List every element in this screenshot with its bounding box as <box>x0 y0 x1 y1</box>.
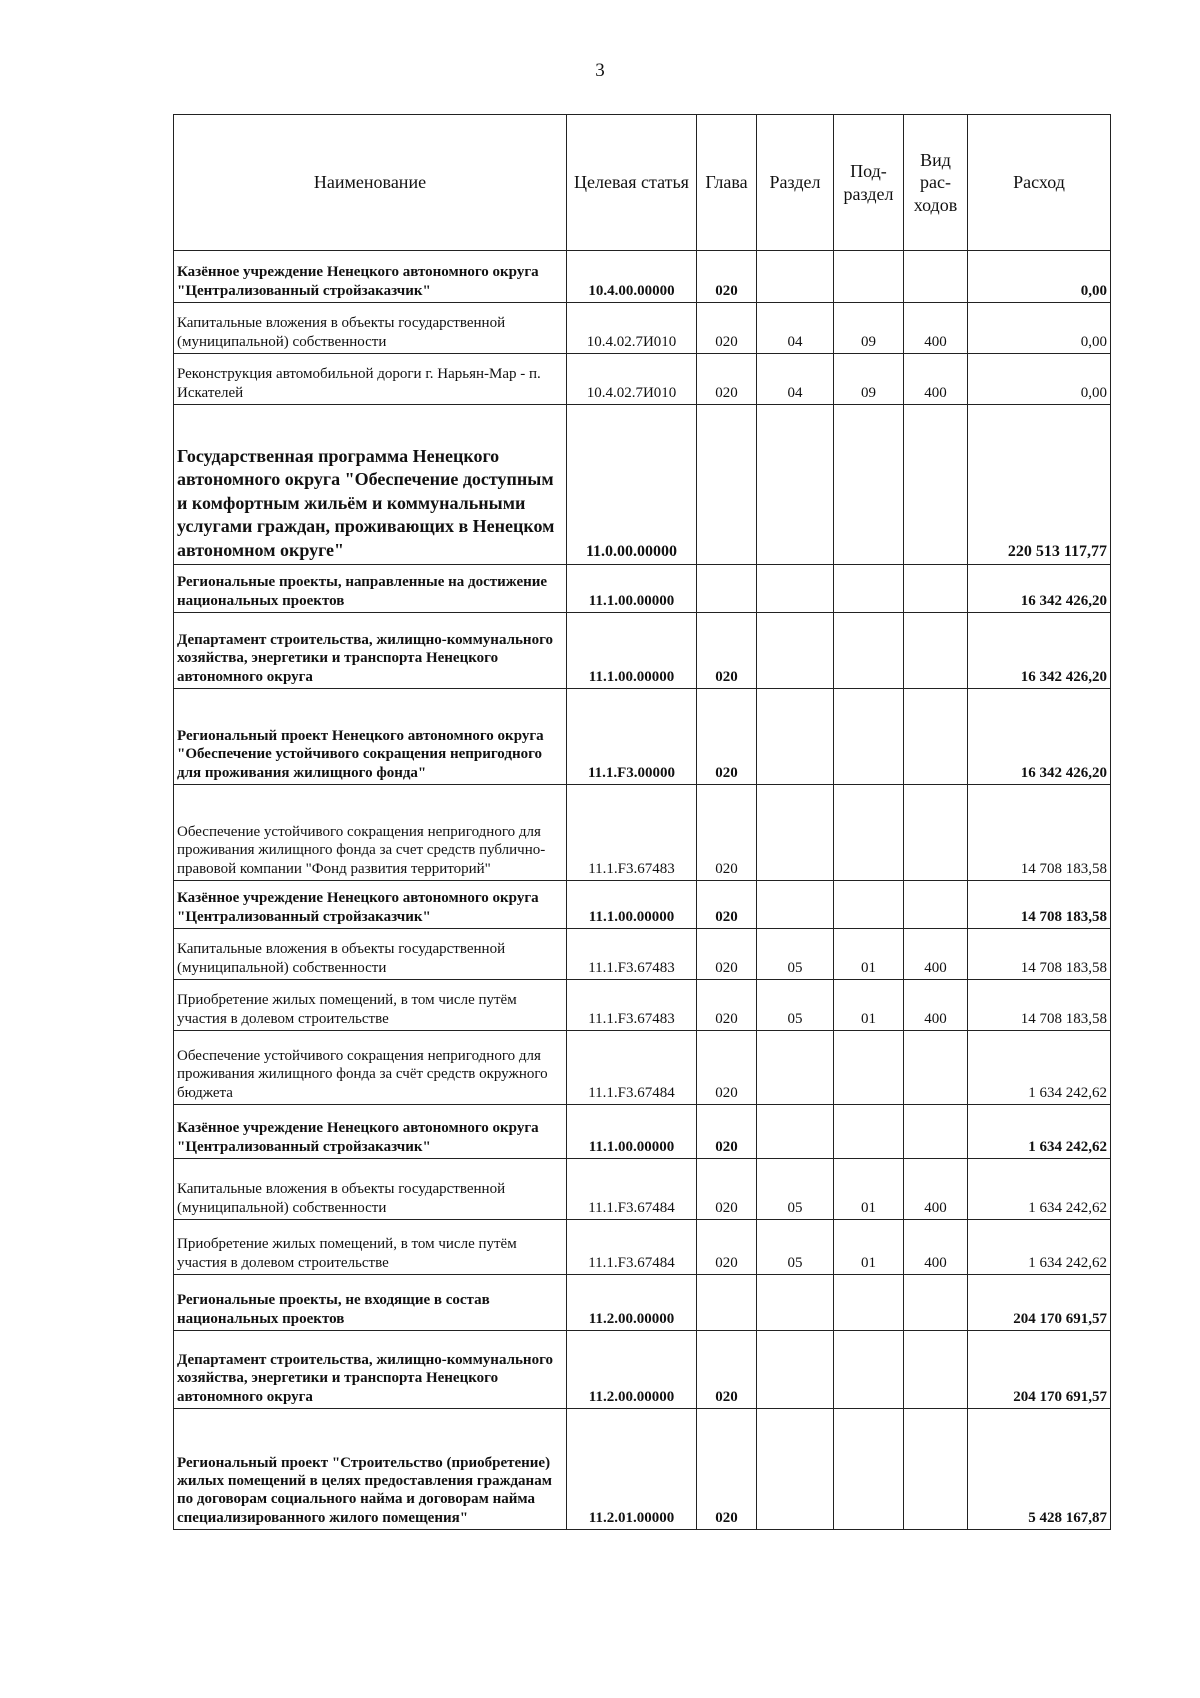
row-amount: 14 708 183,58 <box>968 881 1111 929</box>
row-razdel <box>757 1031 834 1105</box>
header-target-article: Целевая статья <box>567 115 697 251</box>
header-podrazdel: Под-раздел <box>834 115 904 251</box>
row-podrazdel <box>834 689 904 785</box>
row-vid-rashodov <box>904 251 968 303</box>
row-target-article: 11.1.F3.67484 <box>567 1031 697 1105</box>
row-glava <box>697 405 757 565</box>
row-podrazdel: 09 <box>834 354 904 405</box>
row-glava <box>697 1275 757 1331</box>
row-glava: 020 <box>697 1159 757 1220</box>
row-vid-rashodov <box>904 689 968 785</box>
row-amount: 204 170 691,57 <box>968 1275 1111 1331</box>
row-name: Региональный проект "Строительство (приобретение) жилых помещений в целях предоставления гражданам по договорам социального найма и договорам найма специализированного жилого помещения" <box>174 1409 567 1530</box>
row-vid-rashodov <box>904 405 968 565</box>
row-podrazdel <box>834 1409 904 1530</box>
row-target-article: 11.1.F3.00000 <box>567 689 697 785</box>
row-glava: 020 <box>697 785 757 881</box>
row-razdel: 05 <box>757 1159 834 1220</box>
row-razdel <box>757 1331 834 1409</box>
row-glava: 020 <box>697 613 757 689</box>
row-razdel <box>757 881 834 929</box>
row-podrazdel <box>834 1275 904 1331</box>
table-header-row <box>174 115 1111 251</box>
row-target-article: 11.0.00.00000 <box>567 405 697 565</box>
row-vid-rashodov <box>904 613 968 689</box>
row-vid-rashodov <box>904 1331 968 1409</box>
row-glava: 020 <box>697 929 757 980</box>
table-row <box>174 980 1111 1031</box>
row-vid-rashodov <box>904 1105 968 1159</box>
table-row <box>174 405 1111 565</box>
table-row <box>174 1159 1111 1220</box>
header-name: Наименование <box>174 115 567 251</box>
row-amount: 1 634 242,62 <box>968 1031 1111 1105</box>
row-podrazdel <box>834 1331 904 1409</box>
row-podrazdel <box>834 565 904 613</box>
row-amount: 5 428 167,87 <box>968 1409 1111 1530</box>
row-amount: 14 708 183,58 <box>968 785 1111 881</box>
row-vid-rashodov <box>904 881 968 929</box>
row-name: Казённое учреждение Ненецкого автономного округа "Централизованный стройзаказчик" <box>174 251 567 303</box>
row-podrazdel <box>834 1105 904 1159</box>
row-amount: 14 708 183,58 <box>968 929 1111 980</box>
row-target-article: 11.2.00.00000 <box>567 1275 697 1331</box>
row-target-article: 10.4.02.7И010 <box>567 303 697 354</box>
row-amount: 0,00 <box>968 354 1111 405</box>
row-vid-rashodov <box>904 785 968 881</box>
row-target-article: 11.1.F3.67484 <box>567 1220 697 1275</box>
table-row <box>174 929 1111 980</box>
row-name: Реконструкция автомобильной дороги г. Нарьян-Мар - п. Искателей <box>174 354 567 405</box>
row-amount: 14 708 183,58 <box>968 980 1111 1031</box>
row-glava: 020 <box>697 303 757 354</box>
row-razdel <box>757 689 834 785</box>
header-razdel: Раздел <box>757 115 834 251</box>
row-name: Приобретение жилых помещений, в том числе путём участия в долевом строительстве <box>174 980 567 1031</box>
row-target-article: 11.1.F3.67483 <box>567 980 697 1031</box>
row-vid-rashodov: 400 <box>904 303 968 354</box>
row-podrazdel <box>834 881 904 929</box>
row-glava: 020 <box>697 689 757 785</box>
row-glava: 020 <box>697 1105 757 1159</box>
row-target-article: 11.1.00.00000 <box>567 1105 697 1159</box>
row-podrazdel: 01 <box>834 980 904 1031</box>
table-row <box>174 613 1111 689</box>
row-razdel <box>757 405 834 565</box>
row-amount: 16 342 426,20 <box>968 689 1111 785</box>
table-row <box>174 251 1111 303</box>
row-target-article: 11.1.F3.67483 <box>567 929 697 980</box>
row-amount: 0,00 <box>968 303 1111 354</box>
row-glava: 020 <box>697 354 757 405</box>
row-name: Капитальные вложения в объекты государственной (муниципальной) собственности <box>174 929 567 980</box>
table-row <box>174 565 1111 613</box>
row-podrazdel: 01 <box>834 1159 904 1220</box>
page-number: 3 <box>595 60 605 81</box>
row-glava: 020 <box>697 1031 757 1105</box>
row-razdel: 05 <box>757 929 834 980</box>
row-name: Обеспечение устойчивого сокращения непригодного для проживания жилищного фонда за счет средств публично-правовой компании "Фонд развития территорий" <box>174 785 567 881</box>
table-row <box>174 1331 1111 1409</box>
row-vid-rashodov: 400 <box>904 980 968 1031</box>
row-target-article: 11.1.00.00000 <box>567 565 697 613</box>
table-row <box>174 1031 1111 1105</box>
row-glava: 020 <box>697 980 757 1031</box>
row-amount: 16 342 426,20 <box>968 613 1111 689</box>
row-target-article: 11.1.00.00000 <box>567 613 697 689</box>
row-name: Департамент строительства, жилищно-коммунального хозяйства, энергетики и транспорта Ненецкого автономного округа <box>174 613 567 689</box>
row-glava <box>697 565 757 613</box>
row-amount: 16 342 426,20 <box>968 565 1111 613</box>
row-target-article: 10.4.02.7И010 <box>567 354 697 405</box>
row-target-article: 11.1.F3.67483 <box>567 785 697 881</box>
row-podrazdel: 01 <box>834 1220 904 1275</box>
row-vid-rashodov <box>904 565 968 613</box>
row-razdel <box>757 1409 834 1530</box>
row-razdel <box>757 1105 834 1159</box>
row-name: Казённое учреждение Ненецкого автономного округа "Централизованный стройзаказчик" <box>174 1105 567 1159</box>
header-glava: Глава <box>697 115 757 251</box>
row-name: Департамент строительства, жилищно-коммунального хозяйства, энергетики и транспорта Ненецкого автономного округа <box>174 1331 567 1409</box>
row-name: Региональные проекты, не входящие в состав национальных проектов <box>174 1275 567 1331</box>
row-podrazdel: 09 <box>834 303 904 354</box>
table-row <box>174 1220 1111 1275</box>
row-glava: 020 <box>697 1220 757 1275</box>
row-podrazdel <box>834 1031 904 1105</box>
row-name: Капитальные вложения в объекты государственной (муниципальной) собственности <box>174 1159 567 1220</box>
row-target-article: 11.2.01.00000 <box>567 1409 697 1530</box>
header-vid-rashodov: Вид рас-ходов <box>904 115 968 251</box>
row-name: Приобретение жилых помещений, в том числе путём участия в долевом строительстве <box>174 1220 567 1275</box>
table-row <box>174 303 1111 354</box>
row-vid-rashodov: 400 <box>904 1159 968 1220</box>
row-name: Казённое учреждение Ненецкого автономного округа "Централизованный стройзаказчик" <box>174 881 567 929</box>
row-amount: 204 170 691,57 <box>968 1331 1111 1409</box>
table-row <box>174 1105 1111 1159</box>
table-row <box>174 785 1111 881</box>
row-razdel <box>757 785 834 881</box>
row-vid-rashodov <box>904 1031 968 1105</box>
row-podrazdel <box>834 405 904 565</box>
row-glava: 020 <box>697 881 757 929</box>
row-name: Государственная программа Ненецкого автономного округа "Обеспечение доступным и комфортным жильём и коммунальными услугами граждан, проживающих в Ненецком автономном округе" <box>174 405 567 565</box>
table-row <box>174 1275 1111 1331</box>
row-amount: 1 634 242,62 <box>968 1220 1111 1275</box>
row-vid-rashodov <box>904 1275 968 1331</box>
row-amount: 220 513 117,77 <box>968 405 1111 565</box>
row-podrazdel <box>834 785 904 881</box>
row-podrazdel: 01 <box>834 929 904 980</box>
row-vid-rashodov: 400 <box>904 1220 968 1275</box>
row-target-article: 11.2.00.00000 <box>567 1331 697 1409</box>
row-amount: 1 634 242,62 <box>968 1159 1111 1220</box>
row-razdel <box>757 1275 834 1331</box>
row-name: Региональный проект Ненецкого автономного округа "Обеспечение устойчивого сокращения непригодного для проживания жилищного фонда" <box>174 689 567 785</box>
row-razdel <box>757 251 834 303</box>
row-podrazdel <box>834 251 904 303</box>
table-row <box>174 881 1111 929</box>
row-razdel <box>757 565 834 613</box>
table-row <box>174 354 1111 405</box>
budget-table <box>173 114 1111 1530</box>
row-target-article: 10.4.00.00000 <box>567 251 697 303</box>
row-vid-rashodov: 400 <box>904 354 968 405</box>
row-name: Капитальные вложения в объекты государственной (муниципальной) собственности <box>174 303 567 354</box>
row-razdel: 04 <box>757 354 834 405</box>
row-amount: 1 634 242,62 <box>968 1105 1111 1159</box>
row-razdel <box>757 613 834 689</box>
row-vid-rashodov: 400 <box>904 929 968 980</box>
header-rashod: Расход <box>968 115 1111 251</box>
row-razdel: 04 <box>757 303 834 354</box>
row-target-article: 11.1.F3.67484 <box>567 1159 697 1220</box>
row-glava: 020 <box>697 1409 757 1530</box>
row-amount: 0,00 <box>968 251 1111 303</box>
table-row <box>174 689 1111 785</box>
row-name: Региональные проекты, направленные на достижение национальных проектов <box>174 565 567 613</box>
row-vid-rashodov <box>904 1409 968 1530</box>
row-podrazdel <box>834 613 904 689</box>
row-razdel: 05 <box>757 1220 834 1275</box>
table-row <box>174 1409 1111 1530</box>
row-razdel: 05 <box>757 980 834 1031</box>
row-target-article: 11.1.00.00000 <box>567 881 697 929</box>
row-glava: 020 <box>697 1331 757 1409</box>
row-name: Обеспечение устойчивого сокращения непригодного для проживания жилищного фонда за счёт средств окружного бюджета <box>174 1031 567 1105</box>
row-glava: 020 <box>697 251 757 303</box>
